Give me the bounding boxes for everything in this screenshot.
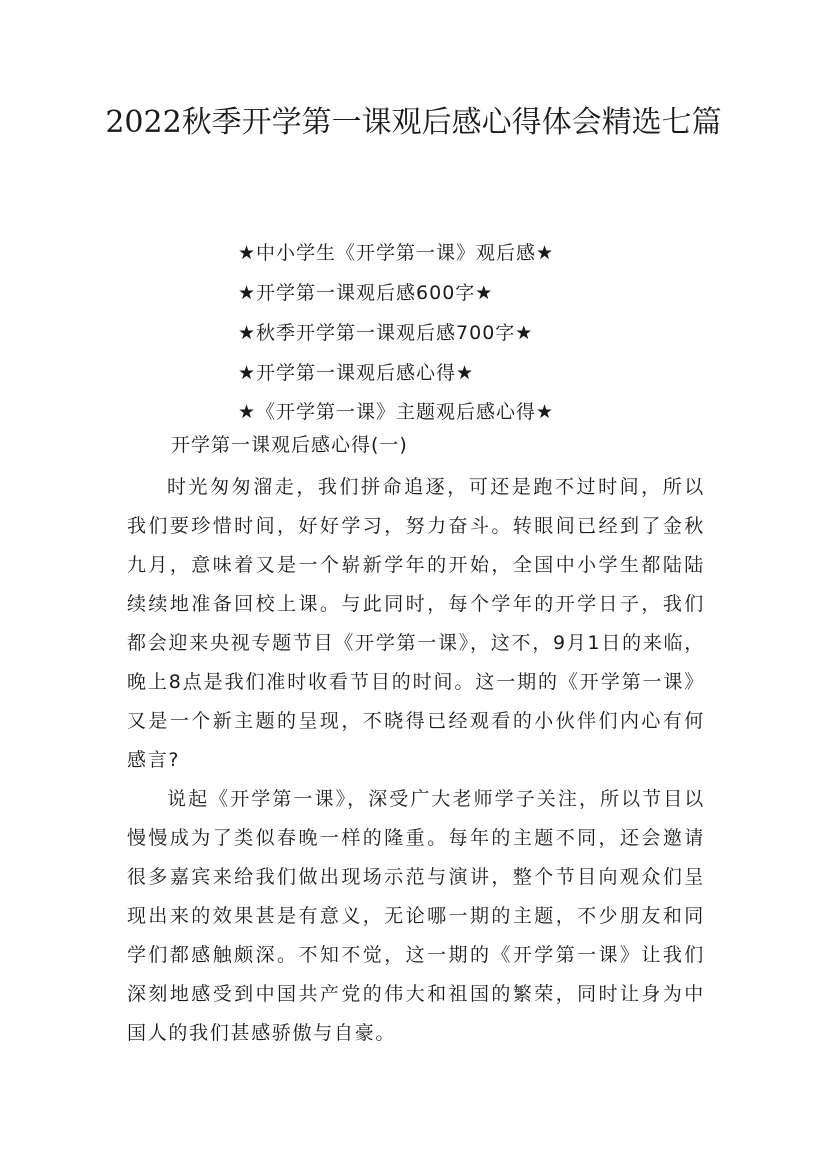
toc-item: ★开学第一课观后感心得★ — [238, 362, 475, 384]
document-title: 2022秋季开学第一课观后感心得体会精选七篇 — [105, 105, 722, 140]
body-paragraph: 说起《开学第一课》，深受广大老师学子关注，所以节目以慢慢成为了类似春晚一样的隆重。每年的主题不同，还会邀请很多嘉宾来给我们做出现场示范与演讲，整个节目向观众们呈现出来的效果甚是有意义，无论哪一期的主题，不少朋友和同学们都感触颇深。不知不觉，这一期的《开学第一课》让我们深刻地感受到中国共产党的伟大和祖国的繁荣，同时让身为中国人的我们甚感骄傲与自豪。 — [127, 788, 705, 1044]
toc-item: ★秋季开学第一课观后感700字★ — [238, 322, 534, 344]
toc-item: ★开学第一课观后感600字★ — [238, 282, 494, 304]
body-paragraph: 时光匆匆溜走，我们拼命追逐，可还是跑不过时间，所以我们要珍惜时间，好好学习，努力奋斗。转眼间已经到了金秋九月，意味着又是一个崭新学年的开始，全国中小学生都陆陆续续地准备回校上课。与此同时，每个学年的开学日子，我们都会迎来央视专题节目《开学第一课》，这不，9月1日的来临，晚上8点是我们准时收看节目的时间。这一期的《开学第一课》又是一个新主题的呈现，不晓得已经观看的小伙伴们内心有何感言? — [127, 476, 705, 771]
toc-item: ★《开学第一课》主题观后感心得★ — [238, 401, 555, 423]
section-heading: 开学第一课观后感心得(一) — [171, 434, 408, 456]
toc-item: ★中小学生《开学第一课》观后感★ — [238, 242, 555, 264]
